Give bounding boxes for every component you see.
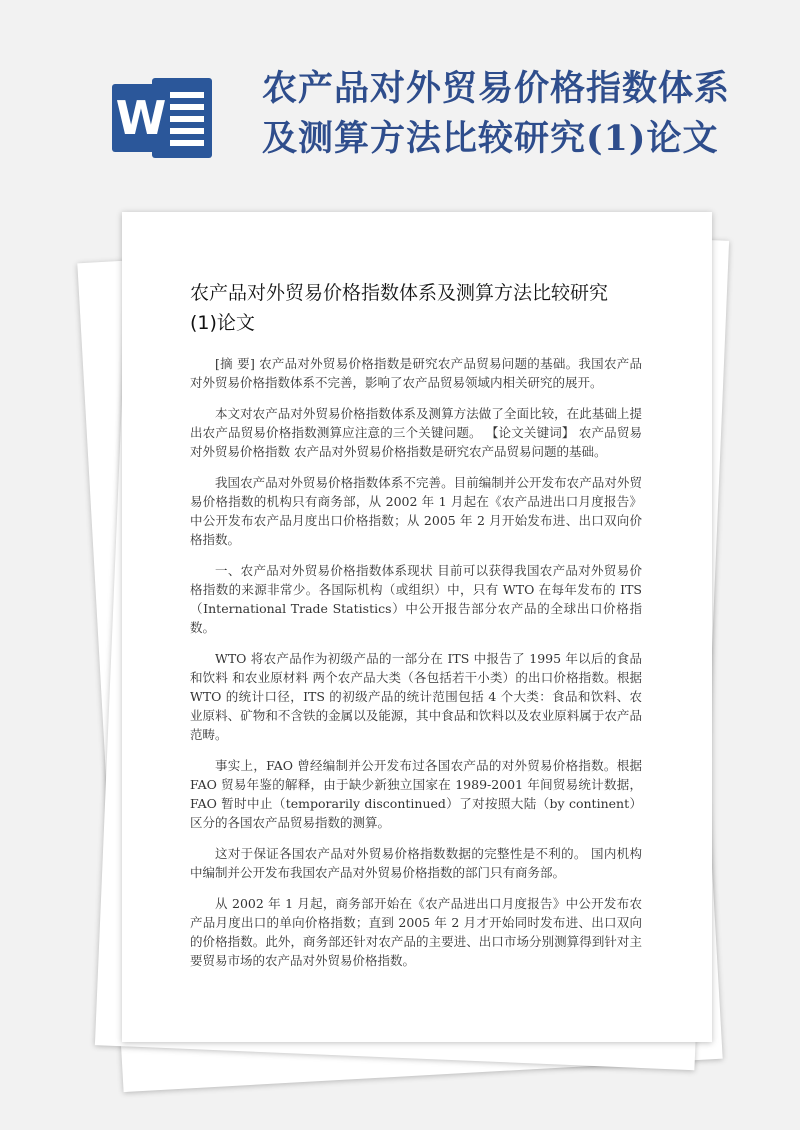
paragraph: 从 2002 年 1 月起，商务部开始在《农产品进出口月度报告》中公开发布农产品月度出口的单向价格指数；直到 2005 年 2 月才开始同时发布进、出口双向的价格指数。此外，商务部还针对农产品的主要进、出口市场分别测算得到针对主要贸易市场的农产品对外贸易价格指数。: [190, 896, 642, 968]
document-title-line1: 农产品对外贸易价格指数体系及测算方法比较研究: [190, 282, 609, 304]
banner-title: [262, 64, 782, 164]
paragraph: 事实上，FAO 曾经编制并公开发布过各国农产品的对外贸易价格指数。根据 FAO 贸易年鉴的解释，由于缺少新独立国家在 1989-2001 年间贸易统计数据，FAO 暂时中止（temporarily discontinued）了对按照大陆（by continent）区分的各国农产品贸易指数的测算。: [190, 758, 642, 830]
logo-letter: W: [115, 91, 167, 145]
document-title-line2: (1)论文: [190, 312, 255, 334]
paragraph: WTO 将农产品作为初级产品的一部分在 ITS 中报告了 1995 年以后的食品和饮料 和农业原材料 两个农产品大类（各包括若干小类）的出口价格指数。根据 WTO 的统计口径，ITS 的初级产品的统计范围包括 4 个大类：食品和饮料、农业原料、矿物和不含铁的金属以及能源，其中食品和饮料以及农业原料属于农产品范畴。: [190, 651, 642, 742]
banner-title-line1: 农产品对外贸易价格指数体系: [262, 68, 731, 109]
paragraph: 这对于保证各国农产品对外贸易价格指数数据的完整性是不利的。 国内机构中编制并公开发布我国农产品对外贸易价格指数的部门只有商务部。: [190, 846, 642, 880]
document-body: [190, 354, 642, 982]
paragraph: 本文对农产品对外贸易价格指数体系及测算方法做了全面比较，在此基础上提出农产品贸易价格指数测算应注意的三个关键问题。 【论文关键词】 农产品贸易对外贸易价格指数 农产品对外贸易价格指数是研究农产品贸易问题的基础。: [190, 406, 642, 459]
word-document-icon: [108, 70, 220, 166]
banner-title-line2: 及测算方法比较研究(1)论文: [262, 118, 719, 159]
paragraph: 我国农产品对外贸易价格指数体系不完善。目前编制并公开发布农产品对外贸易价格指数的机构只有商务部，从 2002 年 1 月起在《农产品进出口月度报告》中公开发布农产品月度出口价格指数；从 2005 年 2 月开始发布进、出口双向价格指数。: [190, 475, 642, 547]
document-title: [190, 278, 650, 338]
paragraph-abstract: [摘 要] 农产品对外贸易价格指数是研究农产品贸易问题的基础。我国农产品对外贸易价格指数体系不完善，影响了农产品贸易领域内相关研究的展开。: [190, 356, 642, 390]
paragraph: 一、农产品对外贸易价格指数体系现状 目前可以获得我国农产品对外贸易价格指数的来源非常少。各国际机构（或组织）中，只有 WTO 在每年发布的 ITS（International Trade Statistics）中公开报告部分农产品的全球出口价格指数。: [190, 563, 642, 635]
